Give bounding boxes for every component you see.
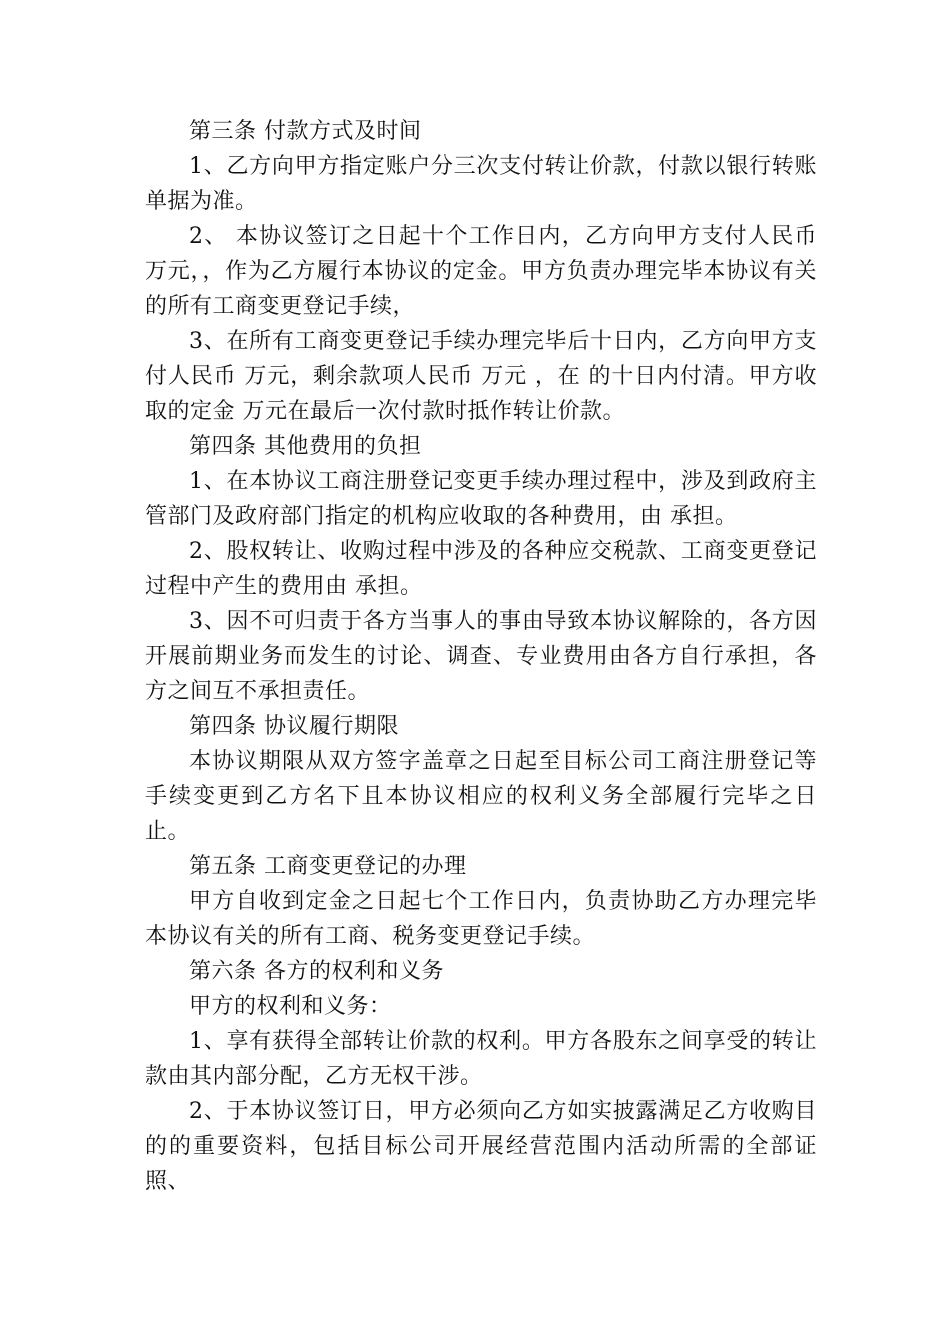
paragraph: 2、于本协议签订日，甲方必须向乙方如实披露满足乙方收购目的的重要资料，包括目标公司开展经营范围内活动所需的全部证照、	[145, 1099, 817, 1194]
paragraph: 3、因不可归责于各方当事人的事由导致本协议解除的，各方因开展前期业务而发生的讨论、调查、专业费用由各方自行承担，各方之间互不承担责任。	[145, 609, 817, 704]
section-heading-4: 第四条 其他费用的负担	[189, 434, 422, 459]
section-heading-3: 第三条 付款方式及时间	[189, 119, 422, 144]
paragraph: 1、享有获得全部转让价款的权利。甲方各股东之间享受的转让款由其内部分配，乙方无权干涉。	[145, 1029, 817, 1089]
subsection-heading: 甲方的权利和义务：	[189, 994, 392, 1019]
paragraph: 2、股权转让、收购过程中涉及的各种应交税款、工商变更登记过程中产生的费用由 承担。	[145, 539, 817, 599]
document-body	[145, 114, 817, 1199]
paragraph: 3、在所有工商变更登记手续办理完毕后十日内，乙方向甲方支付人民币 万元，剩余款项人民币 万元 ，在 的十日内付清。甲方收取的定金 万元在最后一次付款时抵作转让价款。	[145, 329, 817, 424]
section-heading-5: 第五条 工商变更登记的办理	[189, 854, 467, 879]
paragraph: 本协议期限从双方签字盖章之日起至目标公司工商注册登记等手续变更到乙方名下且本协议相应的权利义务全部履行完毕之日止。	[145, 749, 817, 844]
section-heading-6: 第六条 各方的权利和义务	[189, 959, 444, 984]
paragraph: 1、在本协议工商注册登记变更手续办理过程中，涉及到政府主管部门及政府部门指定的机构应收取的各种费用，由 承担。	[145, 469, 817, 529]
paragraph: 甲方自收到定金之日起七个工作日内，负责协助乙方办理完毕本协议有关的所有工商、税务变更登记手续。	[145, 889, 817, 949]
paragraph: 1、乙方向甲方指定账户分三次支付转让价款，付款以银行转账单据为准。	[145, 154, 817, 214]
section-heading-4b: 第四条 协议履行期限	[189, 714, 399, 739]
paragraph: 2、 本协议签订之日起十个工作日内，乙方向甲方支付人民币 万元，，作为乙方履行本协议的定金。甲方负责办理完毕本协议有关的所有工商变更登记手续，	[145, 224, 817, 319]
